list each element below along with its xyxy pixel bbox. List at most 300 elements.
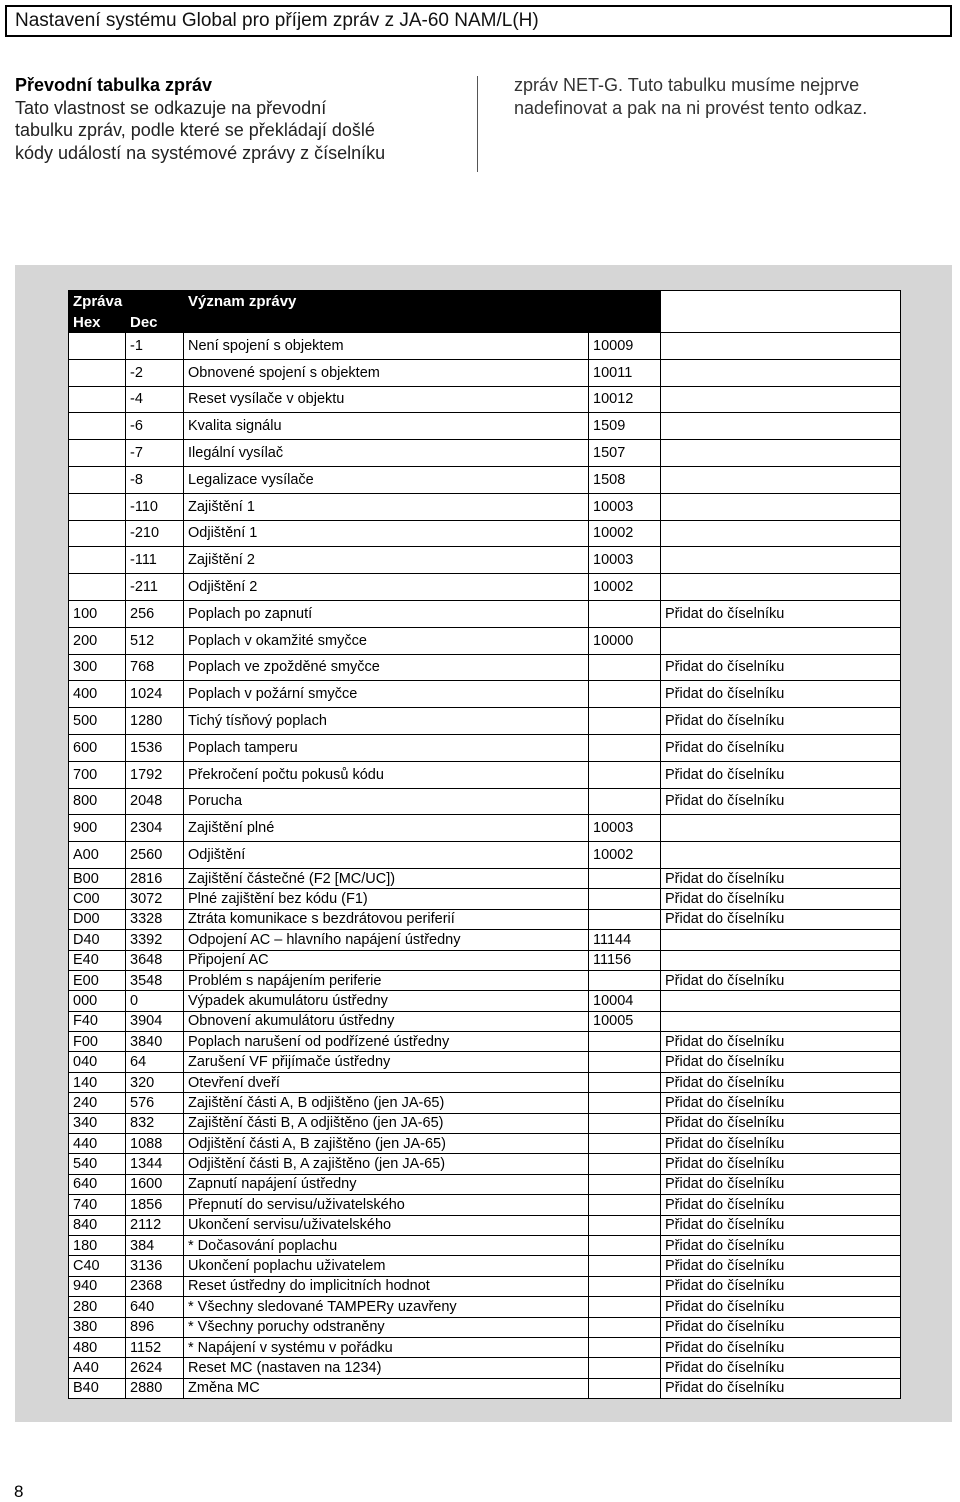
table-row (69, 1032, 901, 1052)
cell-code (589, 868, 661, 888)
cell-dec: 576 (126, 1093, 184, 1113)
table-row (69, 681, 901, 708)
cell-code: 11156 (589, 950, 661, 970)
cell-hex: B00 (69, 868, 126, 888)
cell-hex: F40 (69, 1011, 126, 1031)
cell-code: 10000 (589, 627, 661, 654)
cell-description: Není spojení s objektem (184, 333, 589, 360)
cell-dec: 2048 (126, 788, 184, 815)
cell-hex: 900 (69, 815, 126, 842)
cell-description: Ilegální vysílač (184, 440, 589, 467)
table-row (69, 600, 901, 627)
table-row (69, 1297, 901, 1317)
cell-code: 1507 (589, 440, 661, 467)
cell-code (589, 1154, 661, 1174)
cell-action: Přidat do číselníku (661, 681, 901, 708)
table-row (69, 413, 901, 440)
cell-action (661, 547, 901, 574)
intro-text-line: Tato vlastnost se odkazuje na převodní (15, 97, 327, 118)
page-title: Nastavení systému Global pro příjem zpráv z JA-60 NAM/L(H) (15, 10, 539, 31)
cell-hex: F00 (69, 1032, 126, 1052)
table-row (69, 1195, 901, 1215)
intro-text-line: zpráv NET-G. Tuto tabulku musíme nejprve (514, 75, 860, 95)
header-blank (589, 312, 661, 333)
cell-description: Zapnutí napájení ústředny (184, 1174, 589, 1194)
cell-action: Přidat do číselníku (661, 970, 901, 990)
cell-hex: 700 (69, 761, 126, 788)
cell-hex: 280 (69, 1297, 126, 1317)
cell-hex: 040 (69, 1052, 126, 1072)
cell-action: Přidat do číselníku (661, 1317, 901, 1337)
cell-description: * Všechny sledované TAMPERy uzavřeny (184, 1297, 589, 1317)
intro-text-line: tabulku zpráv, podle které se překládají došlé (15, 120, 375, 140)
cell-dec: 896 (126, 1317, 184, 1337)
header-meaning: Význam zprávy (184, 291, 589, 312)
cell-hex: D40 (69, 930, 126, 950)
cell-description: Kvalita signálu (184, 413, 589, 440)
cell-code (589, 681, 661, 708)
cell-action (661, 627, 901, 654)
cell-code (589, 1256, 661, 1276)
table-row (69, 1072, 901, 1092)
cell-description: Poplach ve zpožděné smyčce (184, 654, 589, 681)
cell-action: Přidat do číselníku (661, 1052, 901, 1072)
cell-hex (69, 386, 126, 413)
cell-dec: -7 (126, 440, 184, 467)
table-body (69, 333, 901, 1399)
table-row (69, 708, 901, 735)
cell-description: Reset MC (nastaven na 1234) (184, 1358, 589, 1378)
section-heading: Převodní tabulka zpráv (15, 75, 213, 95)
table-row (69, 734, 901, 761)
cell-dec: 3548 (126, 970, 184, 990)
cell-action: Přidat do číselníku (661, 1256, 901, 1276)
table-row (69, 493, 901, 520)
cell-description: Odjištění (184, 842, 589, 869)
cell-description: Reset vysílače v objektu (184, 386, 589, 413)
header-dec: Dec (126, 312, 184, 333)
cell-hex: 200 (69, 627, 126, 654)
cell-hex: A00 (69, 842, 126, 869)
intro-text-line: nadefinovat a pak na ni provést tento odkaz. (514, 97, 868, 118)
cell-dec: 0 (126, 991, 184, 1011)
cell-code (589, 654, 661, 681)
table-row (69, 788, 901, 815)
cell-code (589, 1174, 661, 1194)
cell-action: Přidat do číselníku (661, 1235, 901, 1255)
cell-dec: 1152 (126, 1337, 184, 1357)
intro-section (0, 74, 960, 174)
cell-action (661, 930, 901, 950)
cell-action: Přidat do číselníku (661, 1297, 901, 1317)
cell-code (589, 1134, 661, 1154)
cell-description: Poplach narušení od podřízené ústředny (184, 1032, 589, 1052)
cell-dec: 1600 (126, 1174, 184, 1194)
cell-code: 1508 (589, 466, 661, 493)
cell-dec: 832 (126, 1113, 184, 1133)
cell-code (589, 708, 661, 735)
cell-dec: 2304 (126, 815, 184, 842)
cell-hex (69, 359, 126, 386)
table-row (69, 842, 901, 869)
cell-code: 1509 (589, 413, 661, 440)
cell-dec: 3328 (126, 909, 184, 929)
cell-hex: 840 (69, 1215, 126, 1235)
cell-hex (69, 440, 126, 467)
cell-dec: 1088 (126, 1134, 184, 1154)
cell-hex: 180 (69, 1235, 126, 1255)
cell-action: Přidat do číselníku (661, 1134, 901, 1154)
cell-dec: 2112 (126, 1215, 184, 1235)
cell-code: 10012 (589, 386, 661, 413)
cell-code: 11144 (589, 930, 661, 950)
cell-dec: 3136 (126, 1256, 184, 1276)
cell-code (589, 1052, 661, 1072)
page-number: 8 (14, 1482, 24, 1501)
table-row (69, 889, 901, 909)
cell-dec: 512 (126, 627, 184, 654)
cell-code (589, 761, 661, 788)
cell-action (661, 493, 901, 520)
header-message: Zpráva (69, 291, 184, 312)
table-row (69, 1113, 901, 1133)
cell-action: Přidat do číselníku (661, 889, 901, 909)
cell-code (589, 1235, 661, 1255)
cell-description: Obnovené spojení s objektem (184, 359, 589, 386)
cell-hex: 740 (69, 1195, 126, 1215)
cell-description: Přepnutí do servisu/uživatelského (184, 1195, 589, 1215)
table-row (69, 1052, 901, 1072)
cell-code (589, 1276, 661, 1296)
cell-hex (69, 547, 126, 574)
cell-description: Zajištění částečné (F2 [MC/UC]) (184, 868, 589, 888)
cell-code (589, 1113, 661, 1133)
cell-dec: 384 (126, 1235, 184, 1255)
table-row (69, 333, 901, 360)
cell-hex: 240 (69, 1093, 126, 1113)
cell-description: Problém s napájením periferie (184, 970, 589, 990)
table-row (69, 1093, 901, 1113)
cell-hex: C00 (69, 889, 126, 909)
cell-code (589, 1337, 661, 1357)
cell-action (661, 842, 901, 869)
table-header-row (69, 291, 901, 312)
cell-hex: 440 (69, 1134, 126, 1154)
cell-hex: 500 (69, 708, 126, 735)
cell-hex: E40 (69, 950, 126, 970)
cell-description: Ukončení servisu/uživatelského (184, 1215, 589, 1235)
cell-code (589, 1072, 661, 1092)
table-row (69, 1174, 901, 1194)
cell-action (661, 413, 901, 440)
cell-dec: 320 (126, 1072, 184, 1092)
cell-description: Zajištění části A, B odjištěno (jen JA-65) (184, 1093, 589, 1113)
cell-code: 10003 (589, 547, 661, 574)
cell-code (589, 1378, 661, 1398)
cell-hex: 000 (69, 991, 126, 1011)
cell-dec: 1536 (126, 734, 184, 761)
cell-description: * Dočasování poplachu (184, 1235, 589, 1255)
page-header (5, 5, 952, 37)
cell-code: 10002 (589, 842, 661, 869)
cell-code (589, 970, 661, 990)
cell-code (589, 1093, 661, 1113)
cell-dec: 768 (126, 654, 184, 681)
cell-dec: 1344 (126, 1154, 184, 1174)
table-row (69, 1134, 901, 1154)
cell-dec: 3904 (126, 1011, 184, 1031)
intro-text-line: kódy událostí na systémové zprávy z číselníku (15, 142, 386, 163)
cell-description: Připojení AC (184, 950, 589, 970)
cell-code (589, 1317, 661, 1337)
cell-code (589, 1215, 661, 1235)
cell-hex: 940 (69, 1276, 126, 1296)
cell-description: Poplach tamperu (184, 734, 589, 761)
cell-description: Překročení počtu pokusů kódu (184, 761, 589, 788)
cell-action (661, 815, 901, 842)
table-row (69, 1276, 901, 1296)
intro-left-column (15, 74, 455, 164)
cell-description: Plné zajištění bez kódu (F1) (184, 889, 589, 909)
cell-code: 10003 (589, 493, 661, 520)
table-row (69, 547, 901, 574)
cell-dec: -6 (126, 413, 184, 440)
table-row (69, 654, 901, 681)
intro-right-column (514, 74, 954, 119)
cell-description: Zajištění části B, A odjištěno (jen JA-65) (184, 1113, 589, 1133)
cell-hex (69, 333, 126, 360)
cell-description: Otevření dveří (184, 1072, 589, 1092)
cell-code (589, 1297, 661, 1317)
cell-dec: -8 (126, 466, 184, 493)
table-row (69, 1215, 901, 1235)
cell-code: 10002 (589, 574, 661, 601)
cell-dec: -2 (126, 359, 184, 386)
cell-action: Přidat do číselníku (661, 909, 901, 929)
cell-dec: 64 (126, 1052, 184, 1072)
table-row (69, 909, 901, 929)
cell-action (661, 359, 901, 386)
cell-code (589, 889, 661, 909)
cell-code: 10002 (589, 520, 661, 547)
table-row (69, 1235, 901, 1255)
cell-action (661, 440, 901, 467)
cell-code: 10011 (589, 359, 661, 386)
cell-action (661, 950, 901, 970)
cell-action: Přidat do číselníku (661, 1154, 901, 1174)
cell-description: Zajištění plné (184, 815, 589, 842)
cell-dec: 256 (126, 600, 184, 627)
cell-dec: 3392 (126, 930, 184, 950)
cell-description: * Všechny poruchy odstraněny (184, 1317, 589, 1337)
cell-action: Přidat do číselníku (661, 1072, 901, 1092)
table-row (69, 627, 901, 654)
table-row (69, 815, 901, 842)
table-row (69, 1317, 901, 1337)
cell-action (661, 520, 901, 547)
table-row (69, 1256, 901, 1276)
table-row (69, 520, 901, 547)
conversion-table (68, 290, 901, 1399)
cell-dec: 3648 (126, 950, 184, 970)
cell-dec: 2880 (126, 1378, 184, 1398)
cell-hex (69, 413, 126, 440)
cell-description: Odjištění části A, B zajištěno (jen JA-65) (184, 1134, 589, 1154)
cell-dec: 2624 (126, 1358, 184, 1378)
cell-description: Zajištění 1 (184, 493, 589, 520)
cell-code (589, 1358, 661, 1378)
cell-dec: -210 (126, 520, 184, 547)
cell-action (661, 991, 901, 1011)
cell-action (661, 1011, 901, 1031)
cell-action: Přidat do číselníku (661, 1032, 901, 1052)
cell-dec: -211 (126, 574, 184, 601)
cell-dec: 3840 (126, 1032, 184, 1052)
cell-description: Změna MC (184, 1378, 589, 1398)
cell-dec: 2560 (126, 842, 184, 869)
cell-hex: 600 (69, 734, 126, 761)
cell-action: Přidat do číselníku (661, 1113, 901, 1133)
cell-description: Poplach v okamžité smyčce (184, 627, 589, 654)
cell-code (589, 788, 661, 815)
cell-hex: 540 (69, 1154, 126, 1174)
cell-description: Tichý tísňový poplach (184, 708, 589, 735)
cell-dec: 1280 (126, 708, 184, 735)
cell-hex: 140 (69, 1072, 126, 1092)
cell-hex: 100 (69, 600, 126, 627)
cell-code: 10004 (589, 991, 661, 1011)
cell-dec: -111 (126, 547, 184, 574)
cell-action (661, 466, 901, 493)
cell-description: Výpadek akumulátoru ústředny (184, 991, 589, 1011)
cell-description: * Napájení v systému v pořádku (184, 1337, 589, 1357)
cell-hex: 300 (69, 654, 126, 681)
cell-description: Odjištění 1 (184, 520, 589, 547)
cell-description: Obnovení akumulátoru ústředny (184, 1011, 589, 1031)
table-row (69, 950, 901, 970)
cell-hex: 400 (69, 681, 126, 708)
table-row (69, 868, 901, 888)
cell-dec: 2816 (126, 868, 184, 888)
cell-dec: -110 (126, 493, 184, 520)
header-hex: Hex (69, 312, 126, 333)
table-row (69, 1337, 901, 1357)
header-gap (661, 291, 901, 333)
cell-description: Legalizace vysílače (184, 466, 589, 493)
cell-action (661, 386, 901, 413)
table-row (69, 466, 901, 493)
cell-description: Zarušení VF přijímače ústředny (184, 1052, 589, 1072)
table-row (69, 991, 901, 1011)
cell-description: Poplach po zapnutí (184, 600, 589, 627)
cell-action: Přidat do číselníku (661, 1358, 901, 1378)
cell-action (661, 574, 901, 601)
cell-action: Přidat do číselníku (661, 734, 901, 761)
table-row (69, 761, 901, 788)
table-row (69, 359, 901, 386)
cell-hex (69, 520, 126, 547)
cell-action: Přidat do číselníku (661, 868, 901, 888)
table-row (69, 574, 901, 601)
cell-description: Zajištění 2 (184, 547, 589, 574)
cell-hex: 640 (69, 1174, 126, 1194)
table-row (69, 440, 901, 467)
cell-description: Reset ústředny do implicitních hodnot (184, 1276, 589, 1296)
cell-description: Porucha (184, 788, 589, 815)
cell-action: Přidat do číselníku (661, 708, 901, 735)
table-row (69, 930, 901, 950)
cell-description: Odjištění 2 (184, 574, 589, 601)
cell-action: Přidat do číselníku (661, 1337, 901, 1357)
cell-description: Odjištění části B, A zajištěno (jen JA-65) (184, 1154, 589, 1174)
cell-action: Přidat do číselníku (661, 1215, 901, 1235)
cell-dec: 640 (126, 1297, 184, 1317)
cell-dec: -1 (126, 333, 184, 360)
cell-action: Přidat do číselníku (661, 1174, 901, 1194)
cell-dec: 1024 (126, 681, 184, 708)
cell-hex: 380 (69, 1317, 126, 1337)
cell-hex (69, 466, 126, 493)
cell-action: Přidat do číselníku (661, 761, 901, 788)
column-divider (477, 76, 478, 172)
cell-action: Přidat do číselníku (661, 600, 901, 627)
cell-hex: 480 (69, 1337, 126, 1357)
cell-action: Přidat do číselníku (661, 1378, 901, 1398)
cell-dec: 1856 (126, 1195, 184, 1215)
cell-action: Přidat do číselníku (661, 788, 901, 815)
cell-description: Ukončení poplachu uživatelem (184, 1256, 589, 1276)
cell-hex: D00 (69, 909, 126, 929)
cell-dec: 1792 (126, 761, 184, 788)
cell-description: Odpojení AC – hlavního napájení ústředny (184, 930, 589, 950)
cell-action: Přidat do číselníku (661, 654, 901, 681)
cell-code (589, 1195, 661, 1215)
cell-code (589, 1032, 661, 1052)
cell-action: Přidat do číselníku (661, 1195, 901, 1215)
cell-code (589, 734, 661, 761)
cell-hex (69, 493, 126, 520)
header-blank (589, 291, 661, 312)
cell-dec: -4 (126, 386, 184, 413)
cell-action (661, 333, 901, 360)
cell-hex: 340 (69, 1113, 126, 1133)
cell-code: 10005 (589, 1011, 661, 1031)
cell-dec: 3072 (126, 889, 184, 909)
cell-hex: C40 (69, 1256, 126, 1276)
cell-code (589, 909, 661, 929)
cell-hex: E00 (69, 970, 126, 990)
cell-action: Přidat do číselníku (661, 1276, 901, 1296)
table-row (69, 1011, 901, 1031)
cell-hex: A40 (69, 1358, 126, 1378)
cell-action: Přidat do číselníku (661, 1093, 901, 1113)
table-row (69, 1378, 901, 1398)
cell-hex: 800 (69, 788, 126, 815)
table-row (69, 970, 901, 990)
cell-description: Poplach v požární smyčce (184, 681, 589, 708)
table-row (69, 1154, 901, 1174)
cell-hex (69, 574, 126, 601)
cell-code: 10003 (589, 815, 661, 842)
cell-hex: B40 (69, 1378, 126, 1398)
cell-dec: 2368 (126, 1276, 184, 1296)
header-blank (184, 312, 589, 333)
cell-description: Ztráta komunikace s bezdrátovou periferií (184, 909, 589, 929)
table-row (69, 386, 901, 413)
table-row (69, 1358, 901, 1378)
cell-code: 10009 (589, 333, 661, 360)
cell-code (589, 600, 661, 627)
